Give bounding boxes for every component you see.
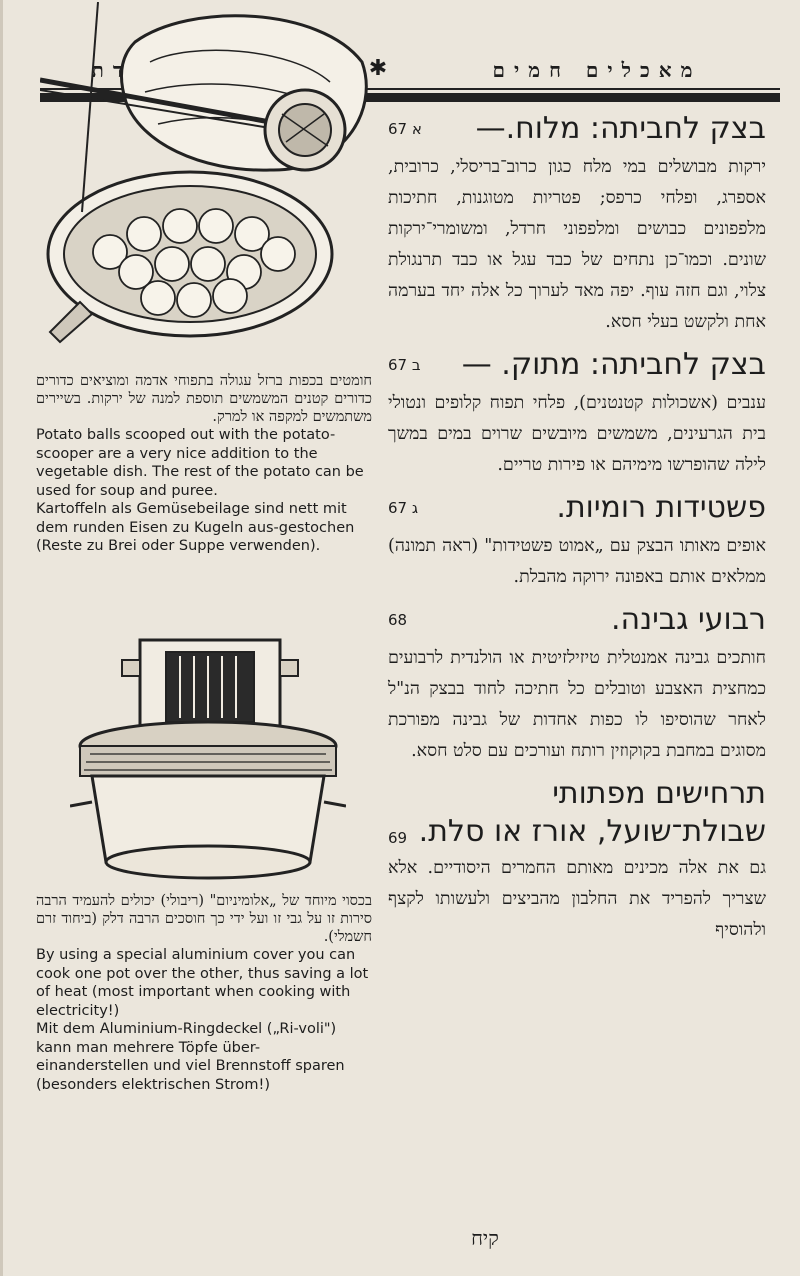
recipe-text: ענבים (אשכולות קטנטנים), פלחי תפוח קלופים ונטולי בית הגרעינים, משמשים מיובשים שרוים במים במשך לילה שהופרשו מימיהם או פירות טריים. [388, 393, 766, 475]
recipe-number: 67 ג [388, 499, 419, 517]
recipe-67b [388, 342, 766, 481]
caption-german: Mit dem Aluminium-Ringdeckel („Ri-voli") kann man mehrere Töpfe über-einanderstellen und viel Brennstoff sparen (besonders elektrischen Strom!) [36, 1021, 345, 1093]
recipe-69 [388, 771, 766, 946]
recipe-68 [388, 597, 766, 767]
recipe-text: גם את אלה מכינים מאותם החמרים היסודיים. אלא שצריך להפריד את החלבון מהביצים ולעשותו לקצף ולהוסיף [388, 858, 766, 940]
recipe-title: בצק לחביתה: מתוק. — [461, 347, 766, 382]
potato-caption [36, 372, 372, 556]
recipe-heading [388, 342, 766, 388]
hebrew-recipe-column [388, 106, 766, 950]
recipe-number: 67 ב [388, 356, 421, 374]
recipe-text: ירקות מבושלים במי מלח כגון כרוב־בריסלי, כרובית, אספרג, ופלחי כרפס; פטריות מטוגנות, חתיכות מלפפונים כבושים ומלפפוני חרדל, ומשומרי־ירקות שונים. וכמו־כן נתחים של כבד עגל או כבד תרנגולת צלוי, וגם חזה עוף. יפה מאד לערוך כל אלה יחד בערמה אחת ולקשט בעלי חסא. [388, 157, 766, 332]
caption-english: Potato balls scooped out with the potato-scooper are a very nice addition to the vegetable dish. The rest of the potato can be used for soup and puree. [36, 427, 364, 499]
running-header-right: מאכלים חמים [492, 58, 702, 82]
star-icon: ✱ [368, 56, 388, 81]
recipe-number: 68 [388, 611, 408, 629]
caption-english: By using a special aluminium cover you can cook one pot over the other, thus saving a lot of heat (most important when cooking with electricity!) [36, 947, 369, 1019]
recipe-heading [388, 597, 766, 643]
recipe-67c [388, 485, 766, 593]
recipe-number: 67 א [388, 120, 422, 138]
recipe-text: חותכים גבינה אמנטלית טיזילזיטית או הולנדית לרבועים כמחצית האצבע וטובלים כל חתיכה לחוד בבצק הנ"ל לאחר שהוסיפו לו כפות אחדות של גבינה מפורכת מסוגים במחבת בקוקוזין רותח ועורכים עם סלט חסא. [388, 648, 766, 761]
recipe-title: פשטידות רומיות. [556, 490, 766, 525]
recipe-heading [388, 485, 766, 531]
caption-german: Kartoffeln als Gemüsebeilage sind nett mit dem runden Eisen zu Kugeln aus-gestochen (Reste zu Brei oder Suppe verwenden). [36, 501, 355, 554]
page-number: קיח [471, 1226, 499, 1250]
aluminium-ring-cover-illustration [70, 626, 346, 886]
ring-caption [36, 892, 372, 1094]
recipe-title: רבועי גבינה. [610, 602, 766, 637]
recipe-heading [388, 771, 766, 853]
recipe-number: 69 [388, 829, 408, 847]
recipe-67a [388, 106, 766, 338]
recipe-heading [388, 106, 766, 152]
page-edge [0, 0, 3, 1276]
illustration-column [36, 0, 376, 1276]
potato-scooper-illustration [40, 2, 376, 362]
caption-hebrew: חומטים בכפות ברזל עגולה בתפוחי אדמה ומוציאים כדורים כדורים קטנים המשמשים תוספת למנה של ירקות. בשיירים משתמשים למקפה או למרק. [36, 373, 372, 425]
caption-hebrew: בכסוי מיוחד של „אלומיניום" (ריבולי) יכולים להעמיד הרבה סירות זו על גבי זו ועל ידי כך חוסכים הרבה דלק (ביחוד זרם חשמלי). [36, 893, 372, 945]
recipe-title: בצק לחביתה: מלוח.— [475, 111, 766, 146]
recipe-text: אופים מאותו הבצק עם „אמוט פשטידות" (ראה תמונה) ממלאים אותם באפונה ירוקה מהבלת. [388, 536, 766, 587]
recipe-title: תרחישים מפתותי שבולת־שועל, אורז או סלת. [418, 776, 766, 849]
